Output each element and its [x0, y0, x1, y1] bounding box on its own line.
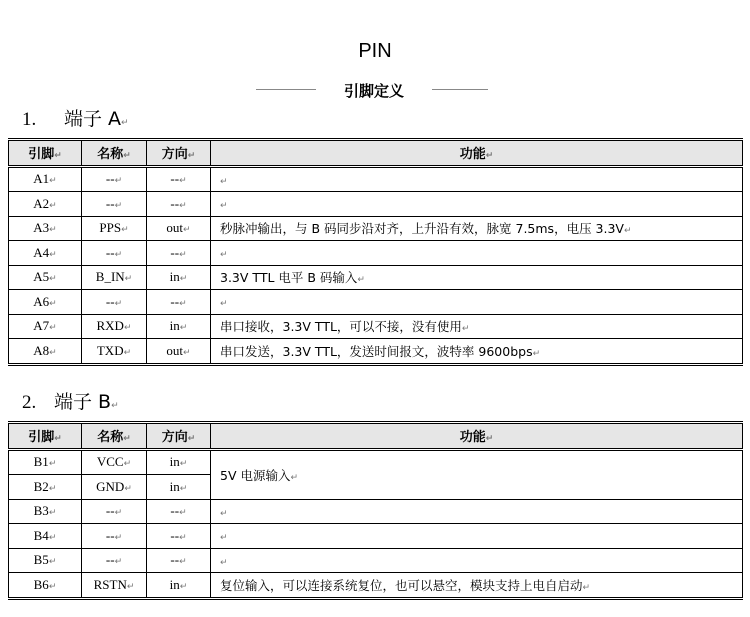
function-cell: 串口发送，3.3V TTL，发送时间报文，波特率 9600bps↵	[211, 339, 743, 365]
return-mark-icon: ↵	[183, 225, 191, 236]
name-cell: --↵	[82, 499, 147, 524]
return-mark-icon: ↵	[179, 557, 187, 568]
return-mark-icon: ↵	[48, 508, 57, 519]
header-direction: 方向↵	[147, 423, 211, 450]
return-mark-icon: ↵	[114, 249, 123, 260]
return-mark-icon: ↵	[179, 249, 187, 260]
name-cell: --↵	[82, 166, 147, 192]
table-header-row	[9, 423, 743, 450]
return-mark-icon: ↵	[49, 249, 57, 260]
return-mark-icon: ↵	[220, 508, 228, 519]
function-cell	[211, 166, 743, 192]
table-row	[9, 166, 743, 192]
pin-cell: A4↵	[9, 241, 82, 266]
header-direction: 方向↵	[147, 140, 211, 167]
function-cell	[211, 192, 743, 217]
name-cell: B_IN↵	[82, 265, 147, 290]
function-cell: 5V 电源输入↵	[211, 449, 743, 499]
name-cell: GND↵	[82, 475, 147, 500]
header-pin: 引脚↵	[9, 140, 82, 167]
return-mark-icon: ↵	[357, 275, 365, 286]
subtitle: 引脚定义	[343, 82, 404, 100]
function-cell	[211, 499, 743, 524]
section-b-number: 2.	[22, 392, 37, 413]
table-header-row	[9, 140, 743, 167]
table-row	[9, 548, 743, 573]
function-cell	[211, 524, 743, 549]
return-mark-icon: ↵	[290, 472, 299, 483]
name-cell: RSTN↵	[82, 573, 147, 599]
return-mark-icon: ↵	[114, 508, 123, 519]
return-mark-icon: ↵	[114, 298, 123, 309]
return-mark-icon: ↵	[123, 459, 132, 470]
name-cell: --↵	[82, 192, 147, 217]
table-row	[9, 216, 743, 241]
table-row	[9, 499, 743, 524]
direction-cell: --↵	[147, 241, 211, 266]
name-cell: VCC↵	[82, 449, 147, 475]
header-function: 功能↵	[211, 140, 743, 167]
function-cell: 3.3V TTL 电平 B 码输入↵	[211, 265, 743, 290]
return-mark-icon: ↵	[114, 176, 123, 187]
return-mark-icon: ↵	[48, 581, 57, 592]
return-mark-icon: ↵	[48, 483, 57, 494]
direction-cell: in↵	[147, 265, 211, 290]
table-row	[9, 192, 743, 217]
direction-cell: out↵	[147, 216, 211, 241]
return-mark-icon: ↵	[179, 274, 188, 285]
return-mark-icon: ↵	[114, 200, 123, 211]
direction-cell: --↵	[147, 548, 211, 573]
function-cell: 串口接收，3.3V TTL，可以不接，没有使用↵	[211, 314, 743, 339]
return-mark-icon: ↵	[114, 532, 123, 543]
return-mark-icon: ↵	[179, 298, 187, 309]
page-title: PIN	[358, 40, 392, 62]
subtitle-left-rule	[256, 89, 316, 90]
return-mark-icon: ↵	[123, 347, 132, 358]
return-mark-icon: ↵	[49, 298, 57, 309]
pin-cell: A7↵	[9, 314, 82, 339]
return-mark-icon: ↵	[124, 274, 133, 285]
table-row	[9, 573, 743, 599]
return-mark-icon: ↵	[220, 299, 228, 310]
pin-cell: A2↵	[9, 192, 82, 217]
header-pin: 引脚↵	[9, 423, 82, 450]
return-mark-icon: ↵	[179, 459, 188, 470]
pin-cell: B6↵	[9, 573, 82, 599]
return-mark-icon: ↵	[179, 200, 187, 211]
function-cell	[211, 241, 743, 266]
name-cell: RXD↵	[82, 314, 147, 339]
return-mark-icon: ↵	[121, 118, 129, 128]
return-mark-icon: ↵	[49, 347, 57, 358]
function-cell	[211, 290, 743, 315]
return-mark-icon: ↵	[220, 201, 228, 212]
return-mark-icon: ↵	[48, 532, 57, 543]
header-function: 功能↵	[211, 423, 743, 450]
pin-cell: A1↵	[9, 166, 82, 192]
direction-cell: in↵	[147, 449, 211, 475]
return-mark-icon: ↵	[49, 274, 57, 285]
return-mark-icon: ↵	[179, 483, 188, 494]
table-row	[9, 241, 743, 266]
pin-cell: B2↵	[9, 475, 82, 500]
table-row	[9, 339, 743, 365]
header-name: 名称↵	[82, 423, 147, 450]
return-mark-icon: ↵	[532, 348, 541, 359]
direction-cell: --↵	[147, 166, 211, 192]
return-mark-icon: ↵	[49, 323, 57, 334]
pin-cell: A5↵	[9, 265, 82, 290]
return-mark-icon: ↵	[124, 483, 132, 494]
pin-cell: A3↵	[9, 216, 82, 241]
direction-cell: --↵	[147, 499, 211, 524]
section-a-heading	[22, 104, 129, 131]
section-b-heading	[22, 387, 119, 414]
subtitle-right-rule	[432, 89, 488, 90]
section-a-title: 端子 A	[64, 108, 122, 130]
return-mark-icon: ↵	[220, 533, 228, 544]
direction-cell: out↵	[147, 339, 211, 365]
return-mark-icon: ↵	[48, 459, 57, 470]
table-row	[9, 524, 743, 549]
name-cell: --↵	[82, 548, 147, 573]
pin-cell: B1↵	[9, 449, 82, 475]
return-mark-icon: ↵	[220, 250, 228, 261]
return-mark-icon: ↵	[179, 581, 188, 592]
return-mark-icon: ↵	[49, 225, 57, 236]
direction-cell: in↵	[147, 314, 211, 339]
pin-cell: B5↵	[9, 548, 82, 573]
return-mark-icon: ↵	[220, 557, 228, 568]
function-cell: 复位输入，可以连接系统复位，也可以悬空，模块支持上电自启动↵	[211, 573, 743, 599]
section-a-number: 1.	[22, 109, 37, 130]
return-mark-icon: ↵	[179, 532, 187, 543]
return-mark-icon: ↵	[220, 176, 228, 187]
direction-cell: --↵	[147, 192, 211, 217]
table-row	[9, 265, 743, 290]
return-mark-icon: ↵	[111, 401, 119, 411]
return-mark-icon: ↵	[49, 176, 57, 187]
return-mark-icon: ↵	[183, 347, 191, 358]
direction-cell: --↵	[147, 290, 211, 315]
name-cell: TXD↵	[82, 339, 147, 365]
name-cell: PPS↵	[82, 216, 147, 241]
return-mark-icon: ↵	[582, 582, 591, 593]
pin-cell: A8↵	[9, 339, 82, 365]
return-mark-icon: ↵	[623, 226, 632, 237]
return-mark-icon: ↵	[179, 323, 188, 334]
name-cell: --↵	[82, 241, 147, 266]
direction-cell: in↵	[147, 475, 211, 500]
return-mark-icon: ↵	[179, 176, 187, 187]
function-cell: 秒脉冲输出，与 B 码同步沿对齐，上升沿有效，脉宽 7.5ms，电压 3.3V↵	[211, 216, 743, 241]
table-row	[9, 314, 743, 339]
pin-table-a	[8, 138, 743, 366]
table-row	[9, 449, 743, 475]
pin-table-b	[8, 421, 743, 600]
return-mark-icon: ↵	[461, 324, 470, 335]
function-cell	[211, 548, 743, 573]
return-mark-icon: ↵	[179, 508, 187, 519]
return-mark-icon: ↵	[123, 323, 132, 334]
header-name: 名称↵	[82, 140, 147, 167]
pin-cell: A6↵	[9, 290, 82, 315]
pin-cell: B4↵	[9, 524, 82, 549]
name-cell: --↵	[82, 524, 147, 549]
pin-cell: B3↵	[9, 499, 82, 524]
return-mark-icon: ↵	[121, 225, 129, 236]
return-mark-icon: ↵	[126, 581, 135, 592]
return-mark-icon: ↵	[48, 557, 57, 568]
name-cell: --↵	[82, 290, 147, 315]
return-mark-icon: ↵	[49, 200, 57, 211]
subtitle-block	[0, 80, 750, 100]
table-row	[9, 290, 743, 315]
section-b-title: 端子 B	[54, 391, 112, 413]
return-mark-icon: ↵	[114, 557, 123, 568]
direction-cell: in↵	[147, 573, 211, 599]
direction-cell: --↵	[147, 524, 211, 549]
